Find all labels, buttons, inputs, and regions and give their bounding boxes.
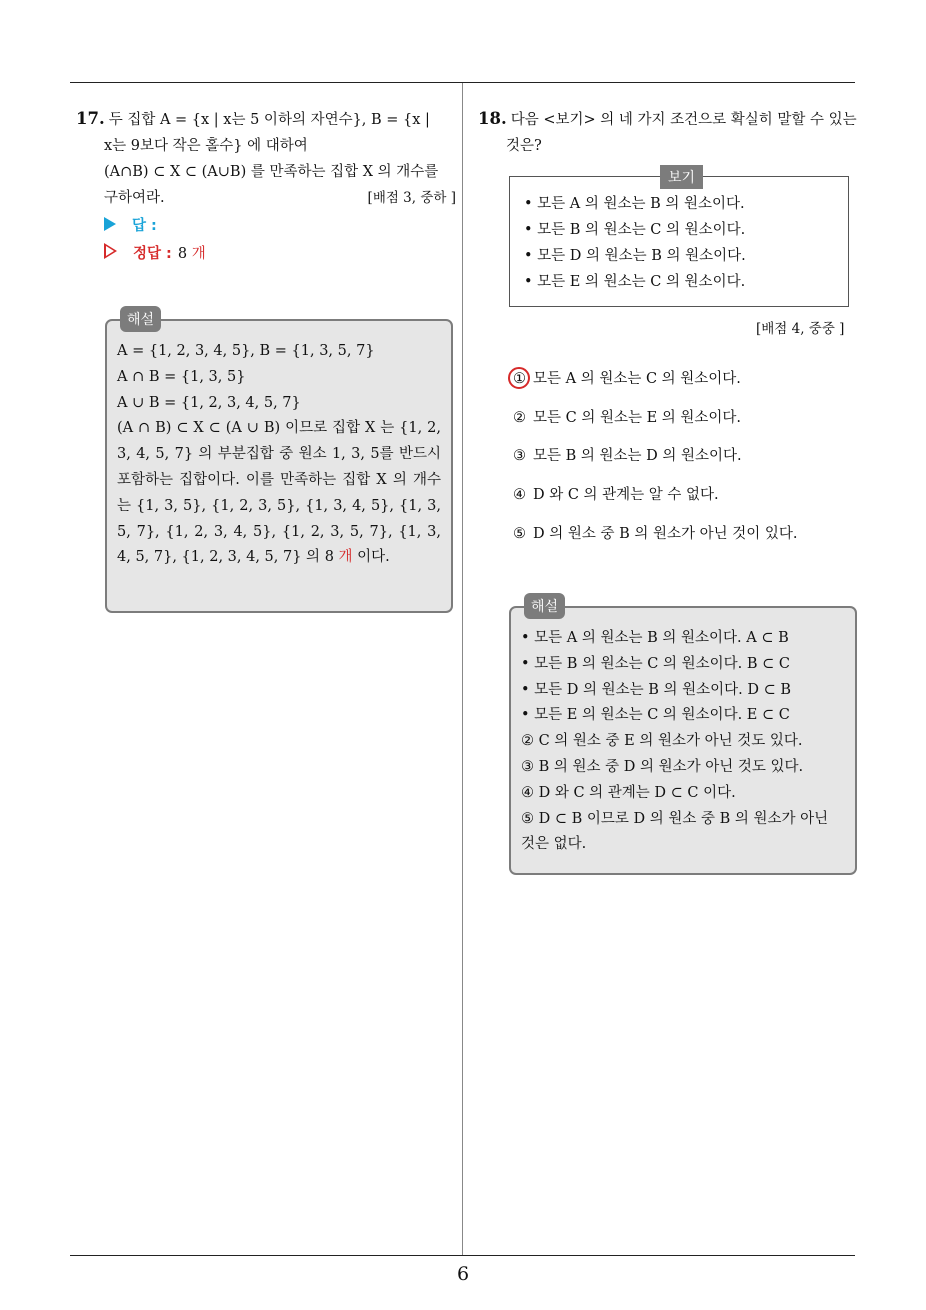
solution-17-line: A ∪ B = {1, 2, 3, 4, 5, 7} [117,394,301,411]
question-18-number: 18. [478,109,507,128]
question-17-line-4 [76,185,456,211]
solution-17-para-text: (A ∩ B) ⊂ X ⊂ (A ∪ B) 이므로 집합 X 는 {1, 2, 3, 4, 5, 7} 의 부분집합 중 원소 1, 3, 5를 반드시 포함하는 집합이다. 이를 만족하는 집합 X 의 개수는 {1, 3, 5}, {1, 2, 3, 5}, {1, 3, 4, 5}, {1, 3, 5, 7}, {1, 2, 3, 4, 5}, {1, 2, 3, 5, 7}, {1, 3, 4, 5, 7}, {1, 2, 3, 4, 5, 7} 의 [117,420,441,566]
correct-answer-label: 정답 : [133,246,172,262]
choice-4[interactable] [513,482,797,521]
selected-circle-mark [508,367,530,389]
choice-text: 모든 A 의 원소는 C 의 원소이다. [533,371,741,387]
choice-1[interactable] [513,366,797,405]
question-17-text-1: 두 집합 A = {x | x는 5 이하의 자연수}, B = {x | [108,112,430,128]
solution-18-line: • 모든 B 의 원소는 C 의 원소이다. B ⊂ C [521,655,790,672]
question-17-grade: [배점 3, 중하 ] [367,190,456,206]
solution-17-line: A ∩ B = {1, 3, 5} [117,368,246,385]
solution-18-tag: 해설 [524,593,565,619]
answer-input-row[interactable] [76,213,456,239]
bogi-item-text: 모든 B 의 원소는 C 의 원소이다. [537,222,746,238]
bogi-box [509,170,849,307]
solution-17-box [105,312,453,613]
correct-answer-unit: 개 [191,246,206,262]
bogi-tag: 보기 [660,165,703,189]
question-17-line-1 [76,106,456,133]
bogi-item: • 모든 A 의 원소는 B 의 원소이다. [524,196,745,212]
bogi-item-text: 모든 A 의 원소는 B 의 원소이다. [537,196,745,212]
play-icon [104,217,116,231]
choice-number: ④ [513,487,526,504]
solution-18-line: ⑤ D ⊂ B 이므로 D 의 원소 중 B 의 원소가 아닌 [521,810,829,827]
question-17-line-2: x는 9보다 작은 홀수} 에 대하여 [104,138,308,154]
choice-text: 모든 C 의 원소는 E 의 원소이다. [533,409,742,426]
question-18-line-2: 것은? [506,138,542,154]
question-17 [76,106,456,267]
triangle-outline-icon [104,243,117,259]
solution-18-line: ② C 의 원소 중 E 의 원소가 아닌 것도 있다. [521,733,803,750]
choice-5[interactable] [513,521,797,560]
bottom-rule [70,1255,855,1256]
question-17-number: 17. [76,109,105,128]
question-17-text-4: 구하여라. [104,190,165,206]
choice-text: D 와 C 의 관계는 알 수 없다. [533,487,719,504]
choice-text: D 의 원소 중 B 의 원소가 아닌 것이 있다. [533,525,798,542]
question-18-text-1: 다음 <보기> 의 네 가지 조건으로 확실히 말할 수 있는 [510,112,857,128]
choice-number: ① [513,371,526,387]
choice-3[interactable] [513,443,797,482]
bogi-item: • 모든 E 의 원소는 C 의 원소이다. [524,274,746,290]
column-divider [462,83,463,1255]
question-18-grade: [배점 4, 중중 ] [756,321,845,337]
bogi-item-text: 모든 D 의 원소는 B 의 원소이다. [537,248,746,264]
bogi-item-text: 모든 E 의 원소는 C 의 원소이다. [537,274,746,290]
bogi-item: • 모든 B 의 원소는 C 의 원소이다. [524,222,746,238]
question-18 [478,106,863,159]
solution-17-unit: 개 [338,549,353,566]
solution-18-line: ④ D 와 C 의 관계는 D ⊂ C 이다. [521,784,736,801]
solution-18-box [509,599,857,875]
solution-17-end: 이다. [357,549,390,566]
correct-answer-value: 8 [177,246,188,262]
choice-number: ② [513,409,526,426]
choice-2[interactable] [513,405,797,444]
solution-17-tag: 해설 [120,306,161,332]
choice-number: ⑤ [513,525,526,542]
solution-18-line: • 모든 E 의 원소는 C 의 원소이다. E ⊂ C [521,707,790,724]
solution-17-line: A = {1, 2, 3, 4, 5}, B = {1, 3, 5, 7} [117,343,375,359]
bogi-item: • 모든 D 의 원소는 B 의 원소이다. [524,248,746,264]
solution-18-line: • 모든 D 의 원소는 B 의 원소이다. D ⊂ B [521,681,792,698]
solution-18-line: • 모든 A 의 원소는 B 의 원소이다. A ⊂ B [521,630,789,646]
solution-17-count: 8 [324,549,334,566]
choice-number: ③ [513,448,526,465]
solution-18-line: 것은 없다. [521,836,587,853]
page-number: 6 [456,1263,470,1285]
choices-list [513,366,797,559]
question-17-line-3: (A∩B) ⊂ X ⊂ (A∪B) 를 만족하는 집합 X 의 개수를 [104,164,439,180]
choice-text: 모든 B 의 원소는 D 의 원소이다. [533,448,742,465]
correct-answer-row [76,241,456,267]
answer-label: 답 : [132,218,157,234]
solution-17-paragraph [117,416,441,571]
solution-18-line: ③ B 의 원소 중 D 의 원소가 아닌 것도 있다. [521,758,804,775]
question-18-line-1 [478,106,863,133]
